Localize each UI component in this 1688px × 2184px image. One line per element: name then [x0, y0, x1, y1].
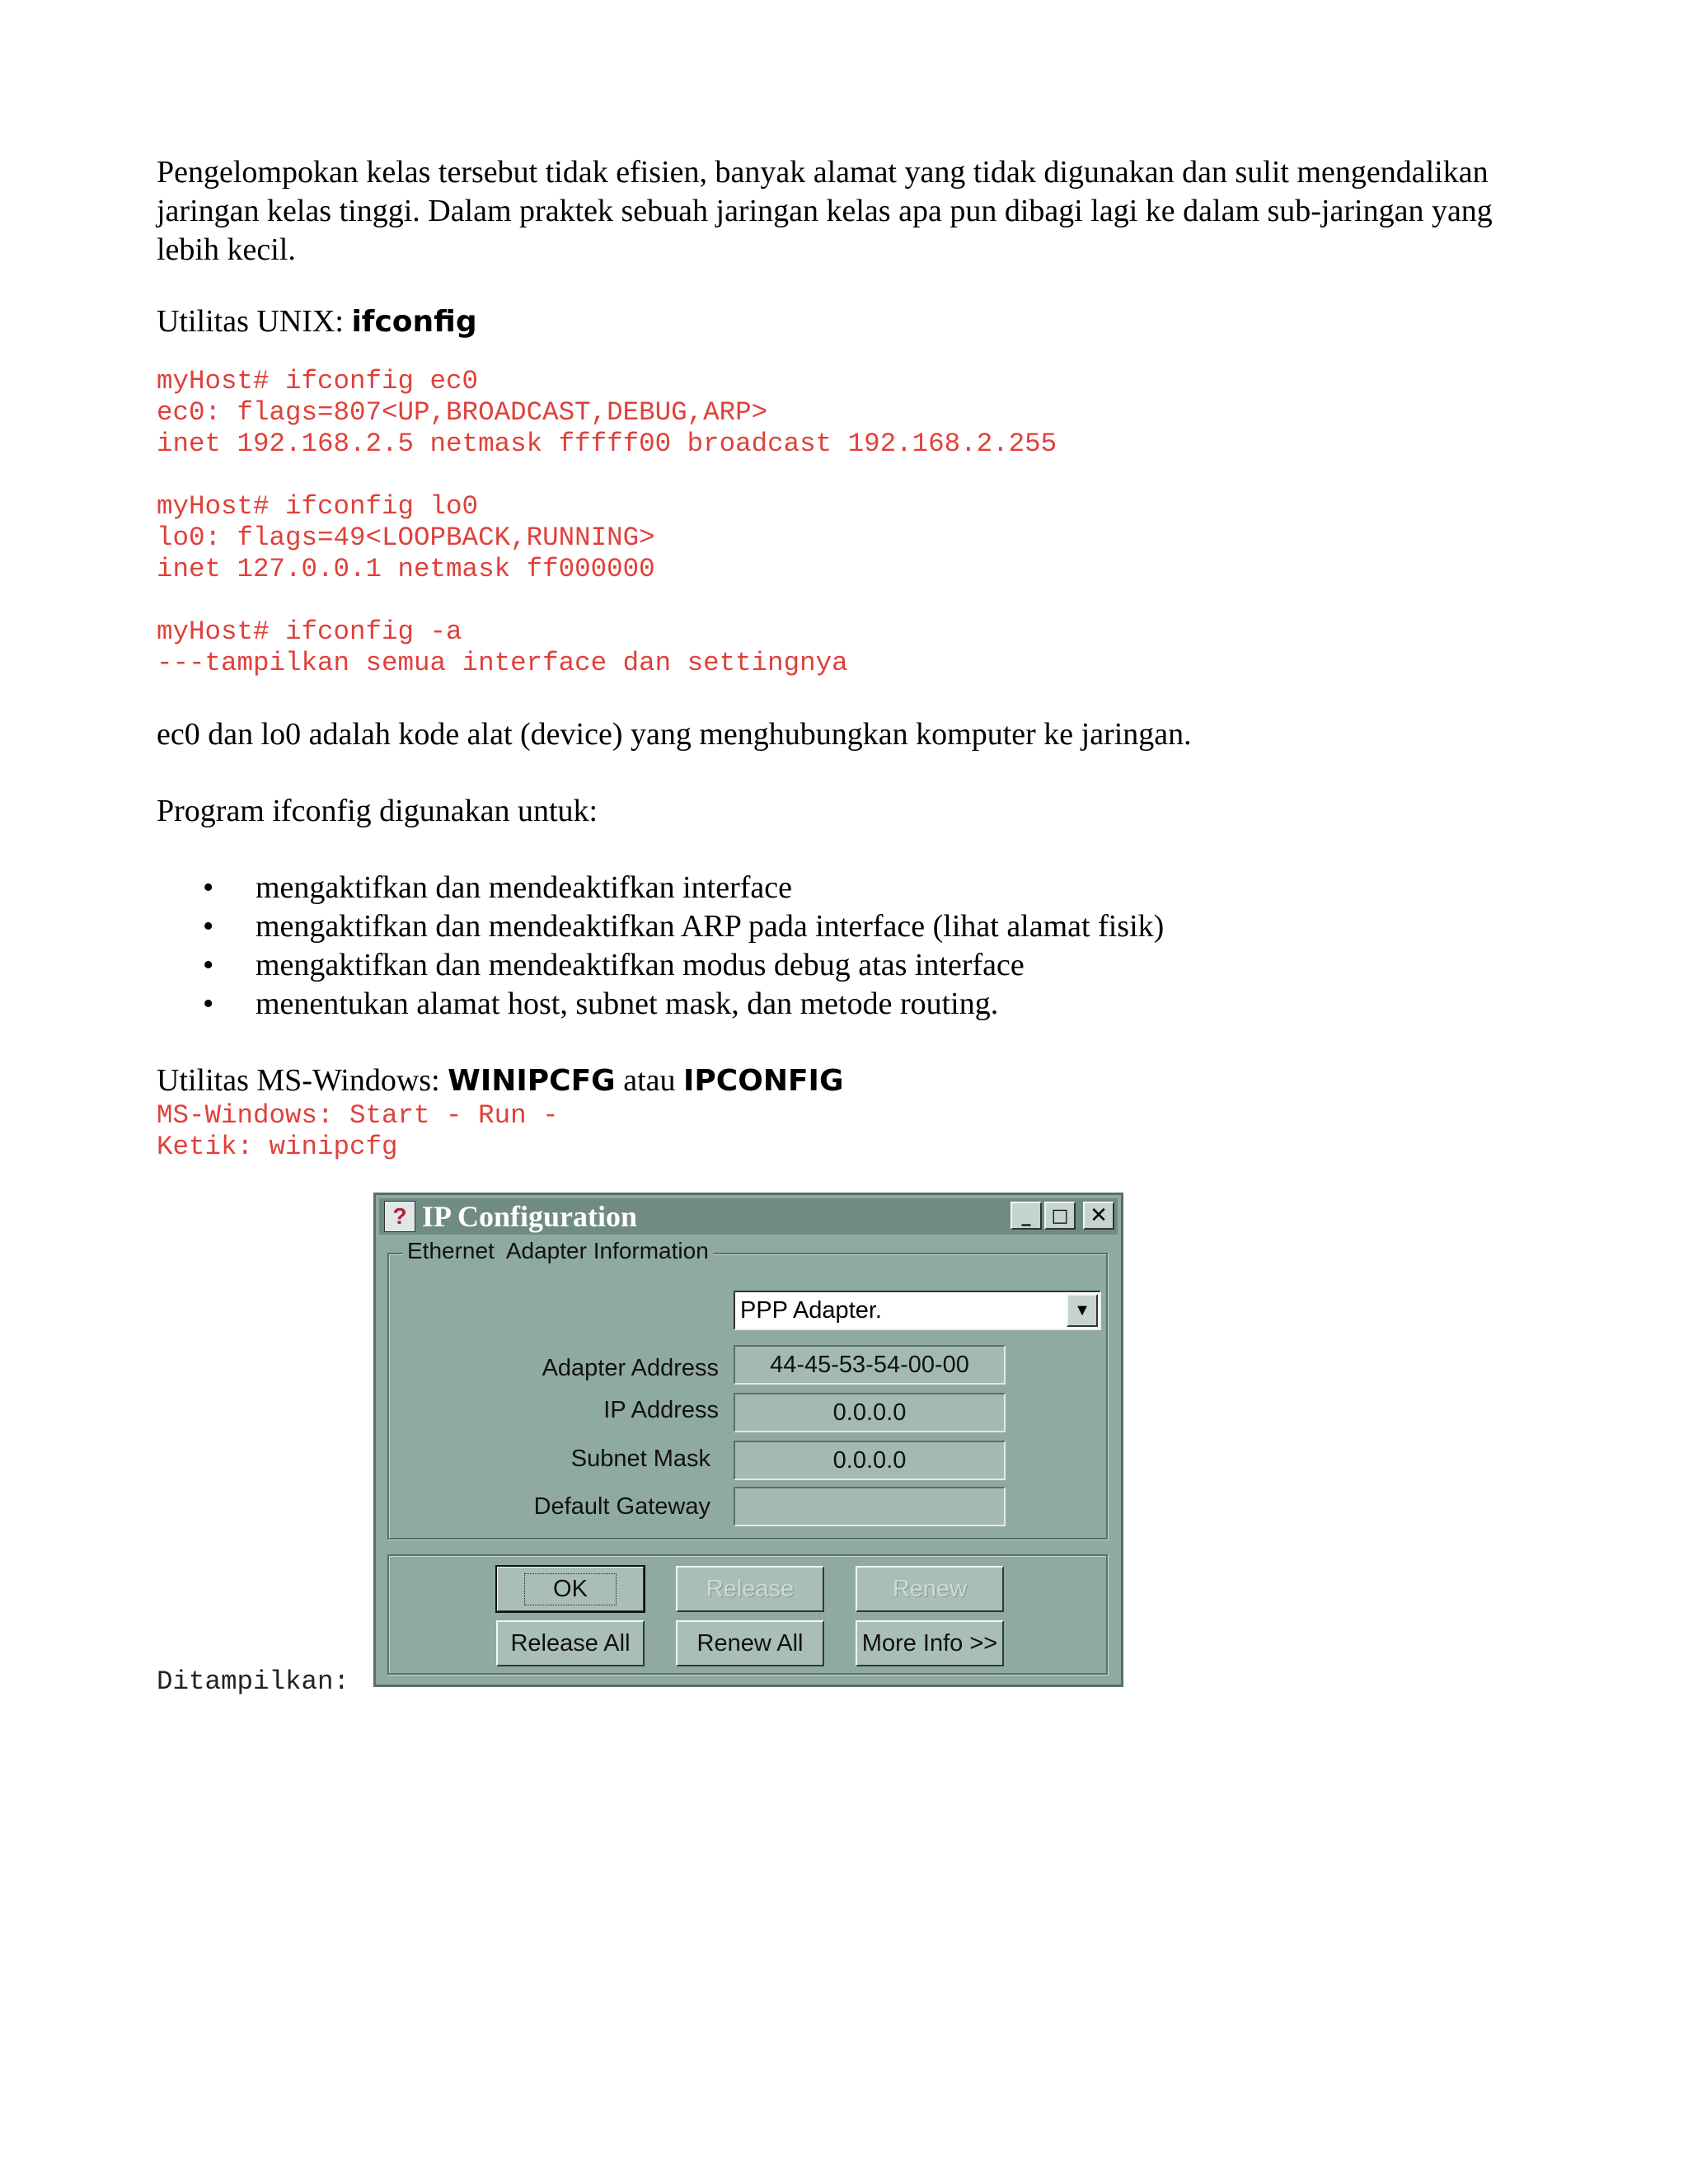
- more-info-button[interactable]: More Info >>: [856, 1620, 1004, 1666]
- adapter-address-field: 44-45-53-54-00-00: [734, 1345, 1006, 1385]
- ok-button[interactable]: OK: [496, 1566, 645, 1612]
- list-item: • mengaktifkan dan mendeaktifkan modus debug atas interface: [157, 946, 1508, 985]
- windows-heading-cmd2: IPCONFIG: [683, 1064, 844, 1098]
- code-line: myHost# ifconfig -a: [157, 616, 462, 647]
- bullet-icon: •: [203, 948, 214, 982]
- subnet-mask-label: Subnet Mask: [570, 1446, 710, 1472]
- code-line: inet 127.0.0.1 netmask ff000000: [157, 554, 655, 584]
- code-block-lo0: [157, 491, 1508, 585]
- windows-heading: [157, 1062, 1508, 1100]
- default-gateway-label: Default Gateway: [533, 1493, 710, 1520]
- minimize-icon[interactable]: _: [1010, 1202, 1042, 1230]
- intro-paragraph: Pengelompokan kelas tersebut tidak efisien, banyak alamat yang tidak digunakan dan sulit mengendalikan jaringan kelas tinggi. Dalam praktek sebuah jaringan kelas apa pun dibagi lagi ke dalam sub-jaringan yang lebih kecil.: [157, 155, 1493, 267]
- document-page: [157, 153, 1508, 1163]
- button-panel: [387, 1554, 1108, 1675]
- bullet-icon: •: [203, 909, 214, 944]
- adapter-select-value: PPP Adapter.: [740, 1297, 882, 1324]
- release-button[interactable]: Release: [676, 1566, 824, 1612]
- maximize-icon[interactable]: □: [1044, 1202, 1076, 1230]
- windows-heading-prefix: Utilitas MS-Windows:: [157, 1063, 448, 1098]
- code-line: inet 192.168.2.5 netmask fffff00 broadcast 192.168.2.255: [157, 429, 1057, 459]
- ip-address-field: 0.0.0.0: [734, 1393, 1006, 1432]
- adapter-info-group: [387, 1238, 1108, 1540]
- code-block-all: [157, 616, 1508, 679]
- unix-heading: [157, 302, 1508, 341]
- code-line: ---tampilkan semua interface dan settingnya: [157, 648, 848, 678]
- chevron-down-icon[interactable]: ▼: [1067, 1294, 1098, 1327]
- default-gateway-field: [734, 1487, 1006, 1526]
- list-item: • mengaktifkan dan mendeaktifkan ARP pada interface (lihat alamat fisik): [157, 907, 1508, 946]
- code-line: MS-Windows: Start - Run -: [157, 1100, 559, 1131]
- dialog-title: IP Configuration: [422, 1200, 638, 1233]
- device-paragraph: ec0 dan lo0 adalah kode alat (device) yang menghubungkan komputer ke jaringan.: [157, 717, 1192, 752]
- window-controls: [1010, 1202, 1114, 1230]
- renew-button[interactable]: Renew: [856, 1566, 1004, 1612]
- code-line: myHost# ifconfig lo0: [157, 491, 479, 522]
- adapter-address-label: Adapter Address: [542, 1355, 719, 1381]
- list-item: • mengaktifkan dan mendeaktifkan interface: [157, 869, 1508, 907]
- windows-code: [157, 1100, 1508, 1163]
- bullet-icon: •: [203, 987, 214, 1021]
- list-item: • menentukan alamat host, subnet mask, dan metode routing.: [157, 985, 1508, 1024]
- code-line: lo0: flags=49<LOOPBACK,RUNNING>: [157, 523, 655, 553]
- dialog-titlebar[interactable]: [379, 1198, 1118, 1235]
- code-line: myHost# ifconfig ec0: [157, 366, 479, 396]
- question-network-icon: ?: [384, 1201, 415, 1232]
- code-line: ec0: flags=807<UP,BROADCAST,DEBUG,ARP>: [157, 397, 768, 428]
- unix-heading-prefix: Utilitas UNIX:: [157, 304, 352, 339]
- group-title: Ethernet Adapter Information: [402, 1238, 714, 1264]
- renew-all-button[interactable]: Renew All: [676, 1620, 824, 1666]
- code-block-ec0: [157, 366, 1508, 460]
- windows-heading-middle: atau: [615, 1063, 684, 1098]
- release-all-button[interactable]: Release All: [496, 1620, 645, 1666]
- windows-heading-cmd1: WINIPCFG: [448, 1064, 616, 1098]
- subnet-mask-field: 0.0.0.0: [734, 1441, 1006, 1480]
- ditampilkan-label: Ditampilkan:: [157, 1666, 350, 1697]
- code-line: Ketik: winipcfg: [157, 1132, 398, 1162]
- ip-address-label: IP Address: [603, 1397, 719, 1423]
- adapter-select[interactable]: [734, 1291, 1101, 1330]
- bullet-icon: •: [203, 870, 214, 905]
- close-icon[interactable]: ✕: [1083, 1202, 1114, 1230]
- program-paragraph: Program ifconfig digunakan untuk:: [157, 794, 598, 828]
- ip-configuration-dialog: [373, 1193, 1123, 1687]
- usage-list: [157, 869, 1508, 1024]
- unix-heading-command: ifconfig: [351, 305, 477, 339]
